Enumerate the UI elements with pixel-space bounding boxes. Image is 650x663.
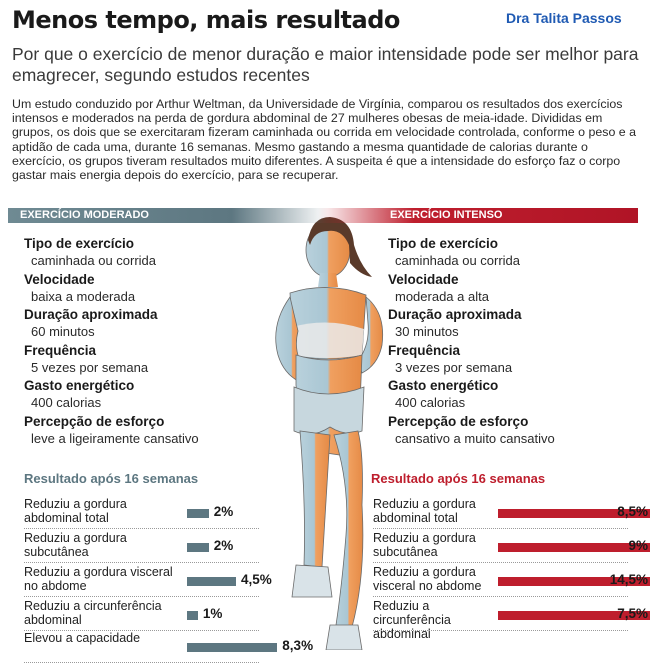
result-row	[373, 565, 648, 597]
result-divider	[24, 562, 259, 563]
fact-value: moderada a alta	[395, 288, 489, 304]
result-row	[24, 497, 259, 529]
fact-value: caminhada ou corrida	[395, 253, 521, 268]
result-bar	[187, 611, 198, 620]
result-label: Reduziu a gordura visceral no abdome	[373, 565, 482, 593]
fact-value: 400 calorias	[31, 395, 102, 410]
result-label: Elevou a capacidade	[24, 631, 141, 645]
fact-value: 5 vezes por semana	[31, 359, 149, 375]
result-divider	[24, 596, 259, 597]
fact-value: caminhada ou corrida	[31, 253, 157, 268]
fact-value: 400 calorias	[395, 395, 466, 410]
fact-item	[24, 306, 199, 342]
result-label: Reduziu a gordura abdominal total	[373, 497, 476, 525]
result-label: Reduziu a gordura subcutânea	[373, 531, 476, 559]
result-value: 9%	[628, 538, 648, 553]
fact-label: Gasto energético	[388, 378, 499, 393]
result-row	[24, 599, 259, 631]
moderate-facts	[24, 235, 199, 448]
result-label: Reduziu a gordura visceral no abdome	[24, 565, 173, 593]
result-label: Reduziu a circunferência abdominal	[373, 599, 451, 641]
fact-item	[24, 377, 199, 413]
fact-item	[388, 271, 555, 307]
result-value: 8,3%	[282, 638, 314, 653]
result-value: 4,5%	[240, 572, 272, 587]
moderate-band: EXERCÍCIO MODERADO	[8, 208, 328, 223]
result-value: 7,5%	[617, 606, 648, 621]
fact-item	[388, 342, 555, 378]
fact-label: Tipo de exercício	[388, 236, 499, 251]
result-divider	[373, 528, 628, 529]
page-subtitle: Por que o exercício de menor duração e maior intensidade pode ser melhor para emagrecer, segundo estudos recentes	[12, 44, 639, 85]
result-row	[373, 599, 648, 641]
fact-value: 30 minutos	[395, 324, 459, 339]
page-title: Menos tempo, mais resultado	[12, 6, 400, 34]
fact-value: 3 vezes por semana	[395, 359, 513, 375]
result-value: 14,5%	[609, 572, 648, 587]
result-label: Reduziu a gordura subcutânea	[24, 531, 127, 559]
result-bar	[498, 543, 650, 552]
fact-label: Velocidade	[24, 271, 95, 287]
fact-item	[24, 342, 199, 378]
fact-label: Tipo de exercício	[24, 236, 135, 251]
fact-value: cansativo a muito cansativo	[395, 430, 555, 446]
result-divider	[373, 562, 628, 563]
result-label: Reduziu a gordura abdominal total	[24, 497, 127, 525]
fact-item	[24, 413, 199, 449]
result-row	[24, 531, 259, 563]
fact-label: Frequência	[388, 342, 461, 358]
intense-facts	[388, 235, 555, 448]
author-credit: Dra Talita Passos	[506, 10, 622, 26]
fact-label: Gasto energético	[24, 378, 135, 393]
result-bar	[187, 577, 236, 586]
moderate-results-title: Resultado após 16 semanas	[24, 471, 199, 486]
fact-label: Percepção de esforço	[388, 413, 529, 429]
result-row	[24, 565, 272, 597]
fact-label: Duração aproximada	[24, 307, 158, 322]
fact-item	[388, 306, 555, 342]
intense-band: EXERCÍCIO INTENSO	[318, 208, 638, 223]
result-divider	[373, 630, 628, 631]
result-value: 8,5%	[617, 504, 648, 519]
result-row	[373, 497, 648, 529]
fact-label: Velocidade	[388, 271, 459, 287]
fact-item	[388, 413, 555, 449]
intense-results-title: Resultado após 16 semanas	[371, 471, 546, 486]
result-value: 2%	[213, 538, 234, 553]
result-bar	[187, 543, 209, 552]
result-value: 2%	[213, 504, 234, 519]
intro-paragraph: Um estudo conduzido por Arthur Weltman, da Universidade de Virgínia, comparou os resultados dos exercícios intensos e moderados na perda de gordura abdominal de 27 mulheres obesas de meia-idade. Divididas em grupos, os dois que se exercitaram fizeram caminhada ou corrida em velocidade controlada, conforme o peso e a aptidão de cada uma, durante 16 semanas. Mesmo gastando a mesma quantidade de calorias durante o exercício, os grupos tiveram resultados muito diferentes. A suspeita é que a intensidade do esforço faz o corpo gastar mais energia depois do exercício, para se recuperar.	[12, 97, 636, 183]
fact-item	[388, 235, 555, 271]
fact-item	[388, 377, 555, 413]
result-divider	[373, 596, 628, 597]
result-divider	[24, 528, 259, 529]
result-bar	[187, 643, 277, 652]
fact-label: Duração aproximada	[388, 307, 522, 322]
result-value: 1%	[202, 606, 223, 621]
result-row	[24, 631, 314, 663]
fact-value: leve a ligeiramente cansativo	[31, 430, 199, 446]
result-label: Reduziu a circunferência abdominal	[24, 599, 162, 627]
fact-value: baixa a moderada	[31, 288, 136, 304]
fact-label: Percepção de esforço	[24, 413, 165, 429]
fact-item	[24, 235, 199, 271]
fact-value: 60 minutos	[31, 324, 95, 339]
fact-label: Frequência	[24, 342, 97, 358]
result-bar	[187, 509, 209, 518]
result-row	[373, 531, 648, 563]
fact-item	[24, 271, 199, 307]
